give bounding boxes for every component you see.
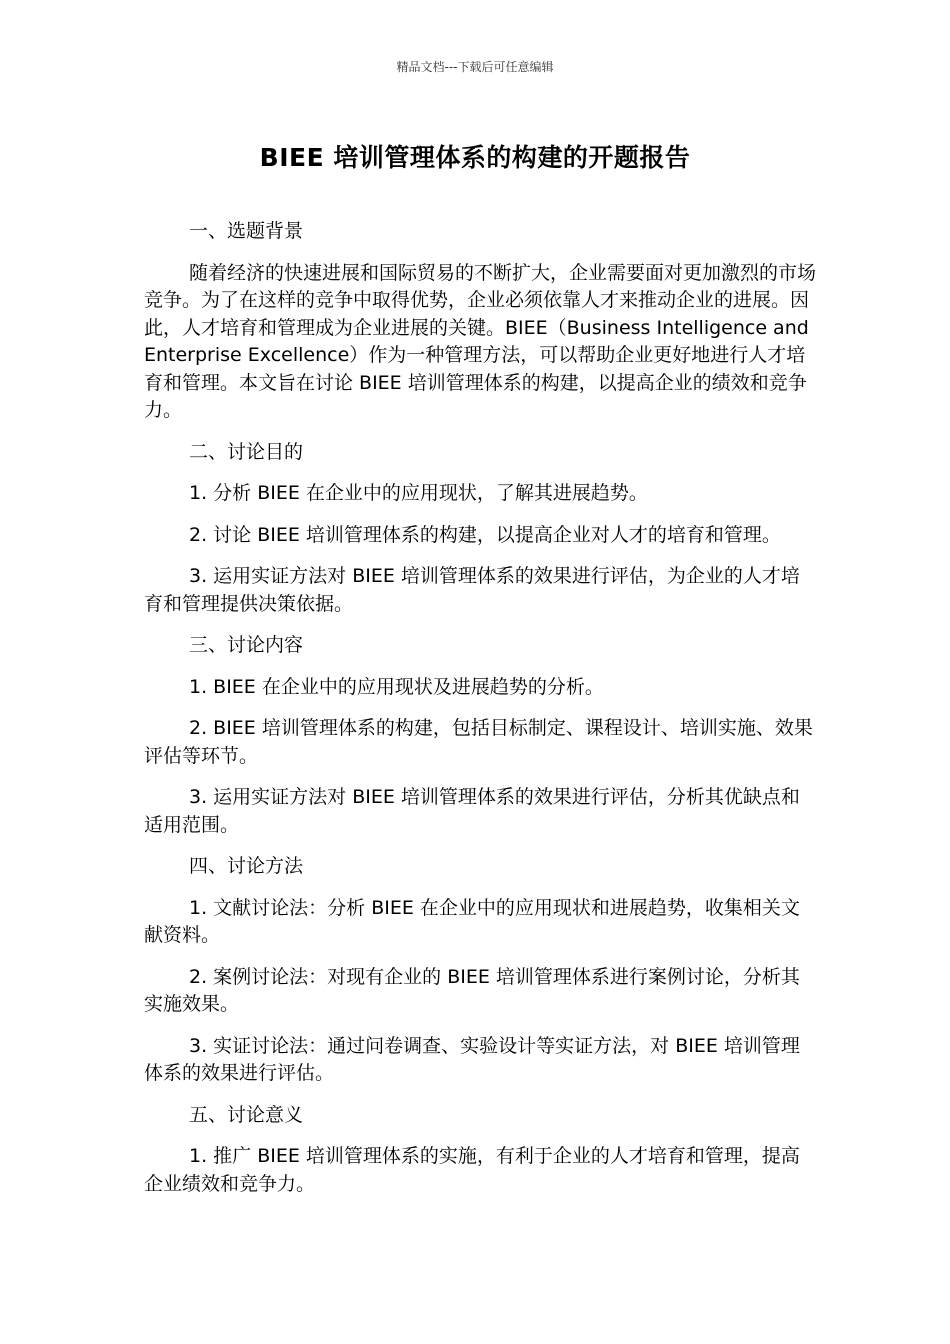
content-item-2: 2. BIEE 培训管理体系的构建，包括目标制定、课程设计、培训实施、效果评估等环节。: [144, 717, 813, 767]
purpose-item-1: 1. 分析 BIEE 在企业中的应用现状，了解其进展趋势。: [189, 482, 648, 504]
purpose-item-3: 3. 运用实证方法对 BIEE 培训管理体系的效果进行评估，为企业的人才培育和管理提供决策依据。: [144, 565, 800, 615]
method-item-2: 2. 案例讨论法：对现有企业的 BIEE 培训管理体系进行案例讨论，分析其实施效果。: [144, 965, 800, 1015]
section-heading-background: 一、选题背景: [189, 220, 304, 242]
content-item-3: 3. 运用实证方法对 BIEE 培训管理体系的效果进行评估，分析其优缺点和适用范围。: [144, 786, 800, 836]
document-body: [144, 218, 816, 1212]
method-item-3: 3. 实证讨论法：通过问卷调查、实验设计等实证方法，对 BIEE 培训管理体系的效果进行评估。: [144, 1034, 800, 1084]
section-heading-content: 三、讨论内容: [189, 634, 304, 656]
paragraph-background: 随着经济的快速进展和国际贸易的不断扩大，企业需要面对更加激烈的市场竞争。为了在这样的竞争中取得优势，企业必须依靠人才来推动企业的进展。因此，人才培育和管理成为企业进展的关键。BIEE（Business Intelligence and Enterprise Excellence）作为一种管理方法，可以帮助企业更好地进行人才培育和管理。本文旨在讨论 BIEE 培训管理体系的构建，以提高企业的绩效和竞争力。: [144, 261, 817, 421]
significance-item-1: 1. 推广 BIEE 培训管理体系的实施，有利于企业的人才培育和管理，提高企业绩效和竞争力。: [144, 1145, 800, 1195]
content-item-1: 1. BIEE 在企业中的应用现状及进展趋势的分析。: [189, 675, 604, 698]
purpose-item-2: 2. 讨论 BIEE 培训管理体系的构建，以提高企业对人才的培育和管理。: [189, 523, 781, 546]
page-header: 精品文档---下载后可任意编辑: [396, 60, 554, 74]
section-heading-method: 四、讨论方法: [189, 855, 304, 877]
section-heading-significance: 五、讨论意义: [189, 1103, 304, 1126]
method-item-1: 1. 文献讨论法：分析 BIEE 在企业中的应用现状和进展趋势，收集相关文献资料。: [144, 896, 800, 946]
document-title: BIEE 培训管理体系的构建的开题报告: [259, 143, 691, 172]
section-heading-purpose: 二、讨论目的: [189, 440, 304, 463]
